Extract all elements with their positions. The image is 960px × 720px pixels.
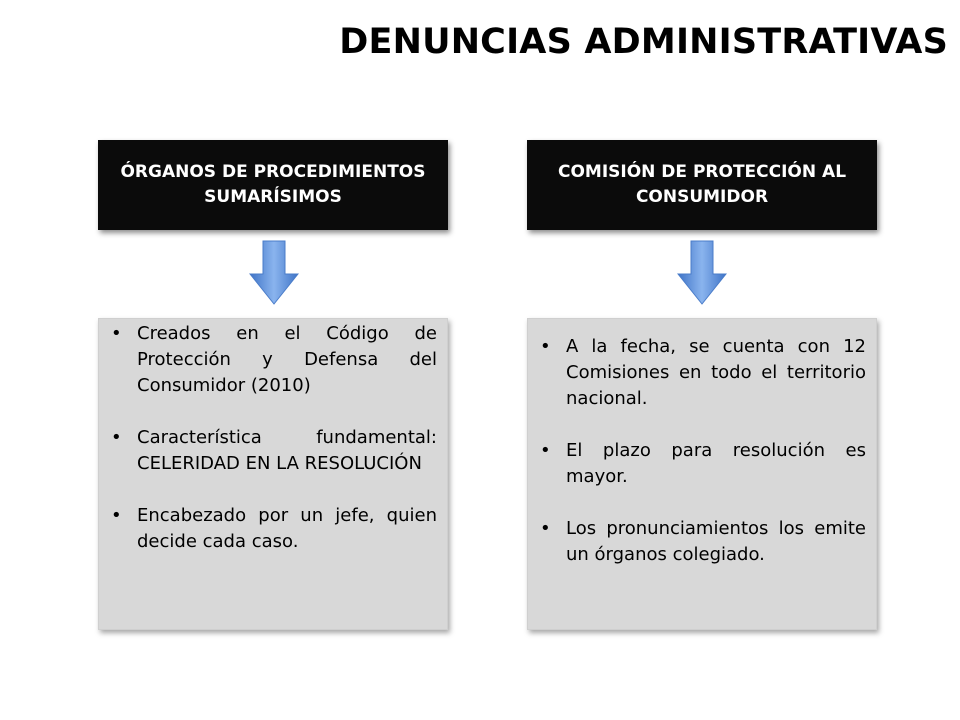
down-arrow-icon: [249, 240, 299, 306]
list-item-text: Los pronunciamientos los emite un órganos colegiado.: [566, 518, 866, 565]
bullet-icon: •: [540, 440, 551, 461]
header-box-organos: ÓRGANOS DE PROCEDIMIENTOS SUMARÍSIMOS: [98, 140, 448, 230]
list-item-text: Encabezado por un jefe, quien decide cada caso.: [137, 505, 437, 552]
list-item: [111, 321, 437, 399]
info-box-organos: [98, 318, 448, 630]
bullet-icon: •: [540, 336, 551, 357]
list-item-text: A la fecha, se cuenta con 12 Comisiones en todo el territorio nacional.: [566, 336, 866, 409]
list-item-text: Creados en el Código de Protección y Defensa del Consumidor (2010): [137, 323, 437, 396]
list-item-text: El plazo para resolución es mayor.: [566, 440, 866, 487]
list-item: [540, 438, 866, 490]
info-box-comision: [527, 318, 877, 630]
list-item: [540, 334, 866, 412]
down-arrow-icon: [677, 240, 727, 306]
bullet-icon: •: [540, 518, 551, 539]
bullet-icon: •: [111, 323, 122, 344]
list-item-text: Característica fundamental: CELERIDAD EN LA RESOLUCIÓN: [137, 427, 437, 474]
header-box-comision: COMISIÓN DE PROTECCIÓN AL CONSUMIDOR: [527, 140, 877, 230]
bullet-icon: •: [111, 505, 122, 526]
list-item: [540, 516, 866, 568]
bullet-icon: •: [111, 427, 122, 448]
list-item: [111, 503, 437, 555]
page-title: DENUNCIAS ADMINISTRATIVAS: [339, 22, 948, 62]
list-item: [111, 425, 437, 477]
